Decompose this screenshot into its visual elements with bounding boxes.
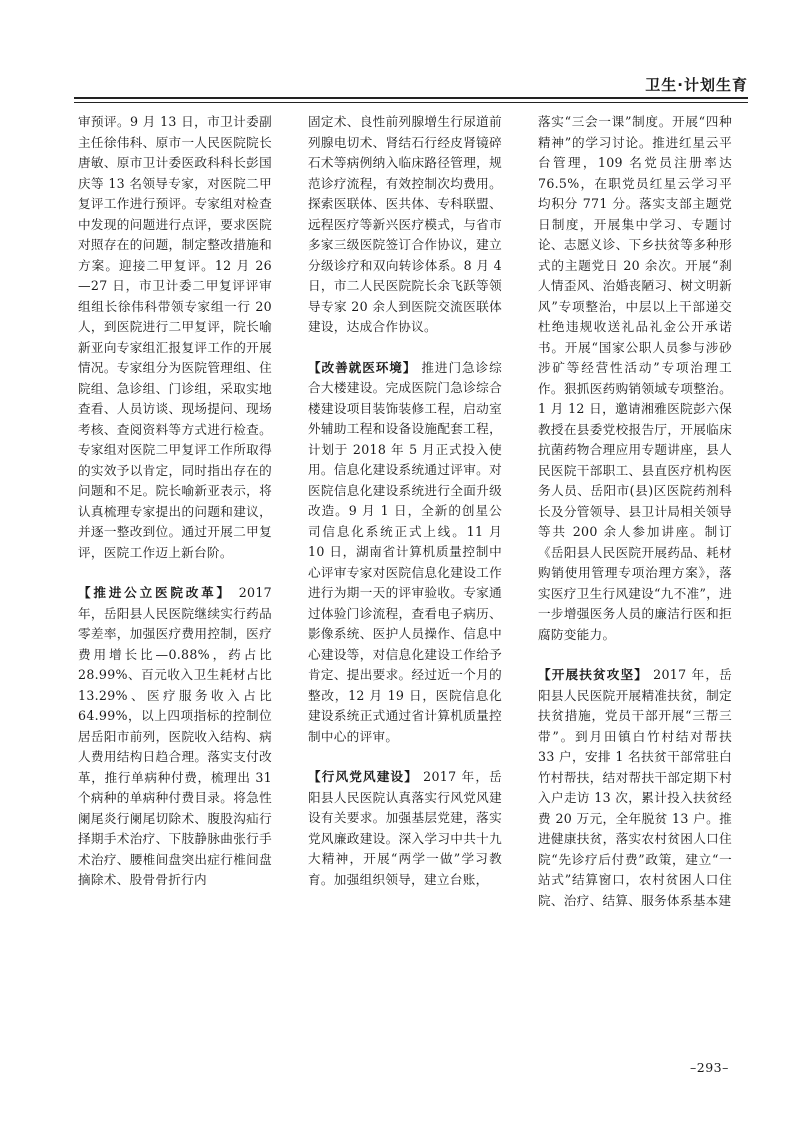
- page-number: –293–: [690, 1060, 729, 1075]
- paragraph-text: 2017 年，岳阳县人民医院认真落实行风党风建设有关要求。加强基层党建，落实党风廉政建设。深入学习中共十九大精神，开展“两学一做”学习教育。加强组织领导，建立台账，: [308, 769, 502, 887]
- section-heading: 【推进公立医院改革】: [78, 585, 232, 600]
- section-heading: 【行风党风建设】: [308, 769, 419, 784]
- section-heading: 【改善就医环境】: [308, 359, 417, 375]
- section-heading: 【开展扶贫攻坚】: [538, 667, 649, 682]
- paragraph: [78, 583, 272, 891]
- paragraph: 审预评。9 月 13 日，市卫计委副主任徐伟科、原市一人民医院院长唐敏、原市卫计委医政科科长彭国庆等 13 名领导专家，对医院二甲复评工作进行预评。专家组对检查中发现的问题进行点评，要求医院对照存在的问题，制定整改措施和方案。迎接二甲复评。12 月 26—27 日，市卫计委二甲复评评审组组长徐伟科带领专家组一行 20 人，到医院进行二甲复评，院长喻新亚向专家组汇报复评工作的开展情况。专家组分为医院管理组、住院组、急诊组、门诊组，采取实地查看、人员访谈、现场提问、现场考核、查阅资料等方式进行检查。专家组对医院二甲复评工作所取得的实效予以肯定，同时指出存在的问题和不足。院长喻新亚表示，将认真梳理专家提出的问题和建议，并逐一整改到位。通过开展二甲复评，医院工作迈上新台阶。: [78, 114, 272, 560]
- paragraph: 落实“三会一课”制度。开展“四种精神”的学习讨论。推进红星云平台管理，109 名党员注册率达 76.5%，在职党员红星云学习平均积分 771 分。落实支部主题党日制度，开展集中学习、专题讨论、志愿义诊、下乡扶贫等多种形式的主题党日 20 余次。开展“刹人情歪风、治婚丧陋习、树文明新风”专项整治，中层以上干部递交杜绝违规收送礼品礼金公开承诺书。开展“国家公职人员参与涉砂涉矿等经营性活动”专项治理工作。狠抓医药购销领域专项整治。1 月 12 日，邀请湘雅医院彭六保教授在县委党校报告厅，开展临床抗菌药物合理应用专题讲座，县人民医院干部职工、县直医疗机构医务人员、岳阳市(县)区医院药剂科长及分管领导、县卫计局相关领导等共 200 余人参加讲座。制订《岳阳县人民医院开展药品、耗材购销使用管理专项治理方案》，落实医疗卫生行风建设“九不准”，进一步增强医务人员的廉洁行医和拒腐防变能力。: [538, 114, 732, 642]
- text-column-2: [308, 112, 502, 890]
- text-column-1: [78, 112, 272, 891]
- paragraph: 固定术、良性前列腺增生行尿道前列腺电切术、肾结石行经皮肾镜碎石术等病例纳入临床路径管理，规范诊疗流程，有效控制次均费用。探索医联体、医共体、专科联盟、远程医疗等新兴医疗模式，与省市多家三级医院签订合作协议，建立分级诊疗和双向转诊体系。8 月 4 日，市二人民医院院长余飞跃等领导专家 20 余人到医院交流医联体建设，达成合作协议。: [308, 114, 502, 334]
- section-title: 卫生·计划生育: [645, 76, 748, 94]
- text-column-3: [538, 112, 732, 911]
- paragraph-text: 2017 年，岳阳县人民医院开展精准扶贫，制定扶贫措施，党员干部开展“三帮三带”。到月田镇白竹村结对帮扶 33 户，安排 1 名扶贫干部常驻白竹村帮扶，结对帮扶干部定期下村入户走访 13 次，累计投入扶贫经费 20 万元，全年脱贫 13 户。推进健康扶贫，落实农村贫困人口住院“先诊疗后付费”政策，建立“一站式”结算窗口，农村贫困人口住院、治疗、结算、服务体系基本建: [538, 667, 732, 908]
- paragraph: [538, 665, 732, 911]
- paragraph: [308, 358, 502, 748]
- running-header: [74, 68, 748, 98]
- paragraph: [308, 767, 502, 890]
- header-rule-thick: [74, 97, 748, 99]
- paragraph-text: 推进门急诊综合大楼建设。完成医院门急诊综合楼建设项目装饰装修工程，启动室外辅助工程和设备设施配套工程，计划于 2018 年 5 月正式投入使用。信息化建设系统通过评审。对医院信息化建设系统进行全面升级改造。9 月 1 日，全新的创星公司信息化系统正式上线。11 月 10 日，湖南省计算机质量控制中心评审专家对医院信息化建设工作进行为期一天的评审验收。专家通过体验门诊流程，查看电子病历、影像系统、医护人员操作、信息中心建设等，对信息化建设工作给予肯定、提出要求。经过近一个月的整改，12 月 19 日，医院信息化建设系统正式通过省计算机质量控制中心的评审。: [308, 359, 503, 744]
- paragraph-text: 2017 年，岳阳县人民医院继续实行药品零差率，加强医疗费用控制，医疗费用增长比—0.88%，药占比 28.99%、百元收入卫生耗材占比 13.29%、医疗服务收入占比 64.99%，以上四项指标的控制位居岳阳市前列，医院收入结构、病人费用结构日趋合理。落实支付改革，推行单病种付费，梳理出 31 个病种的单病种付费目录。将急性阑尾炎行阑尾切除术、腹股沟疝行择期手术治疗、下肢静脉曲张行手术治疗、腰椎间盘突出症行椎间盘摘除术、股骨骨折行内: [78, 585, 272, 887]
- header-rule-thin: [74, 102, 748, 103]
